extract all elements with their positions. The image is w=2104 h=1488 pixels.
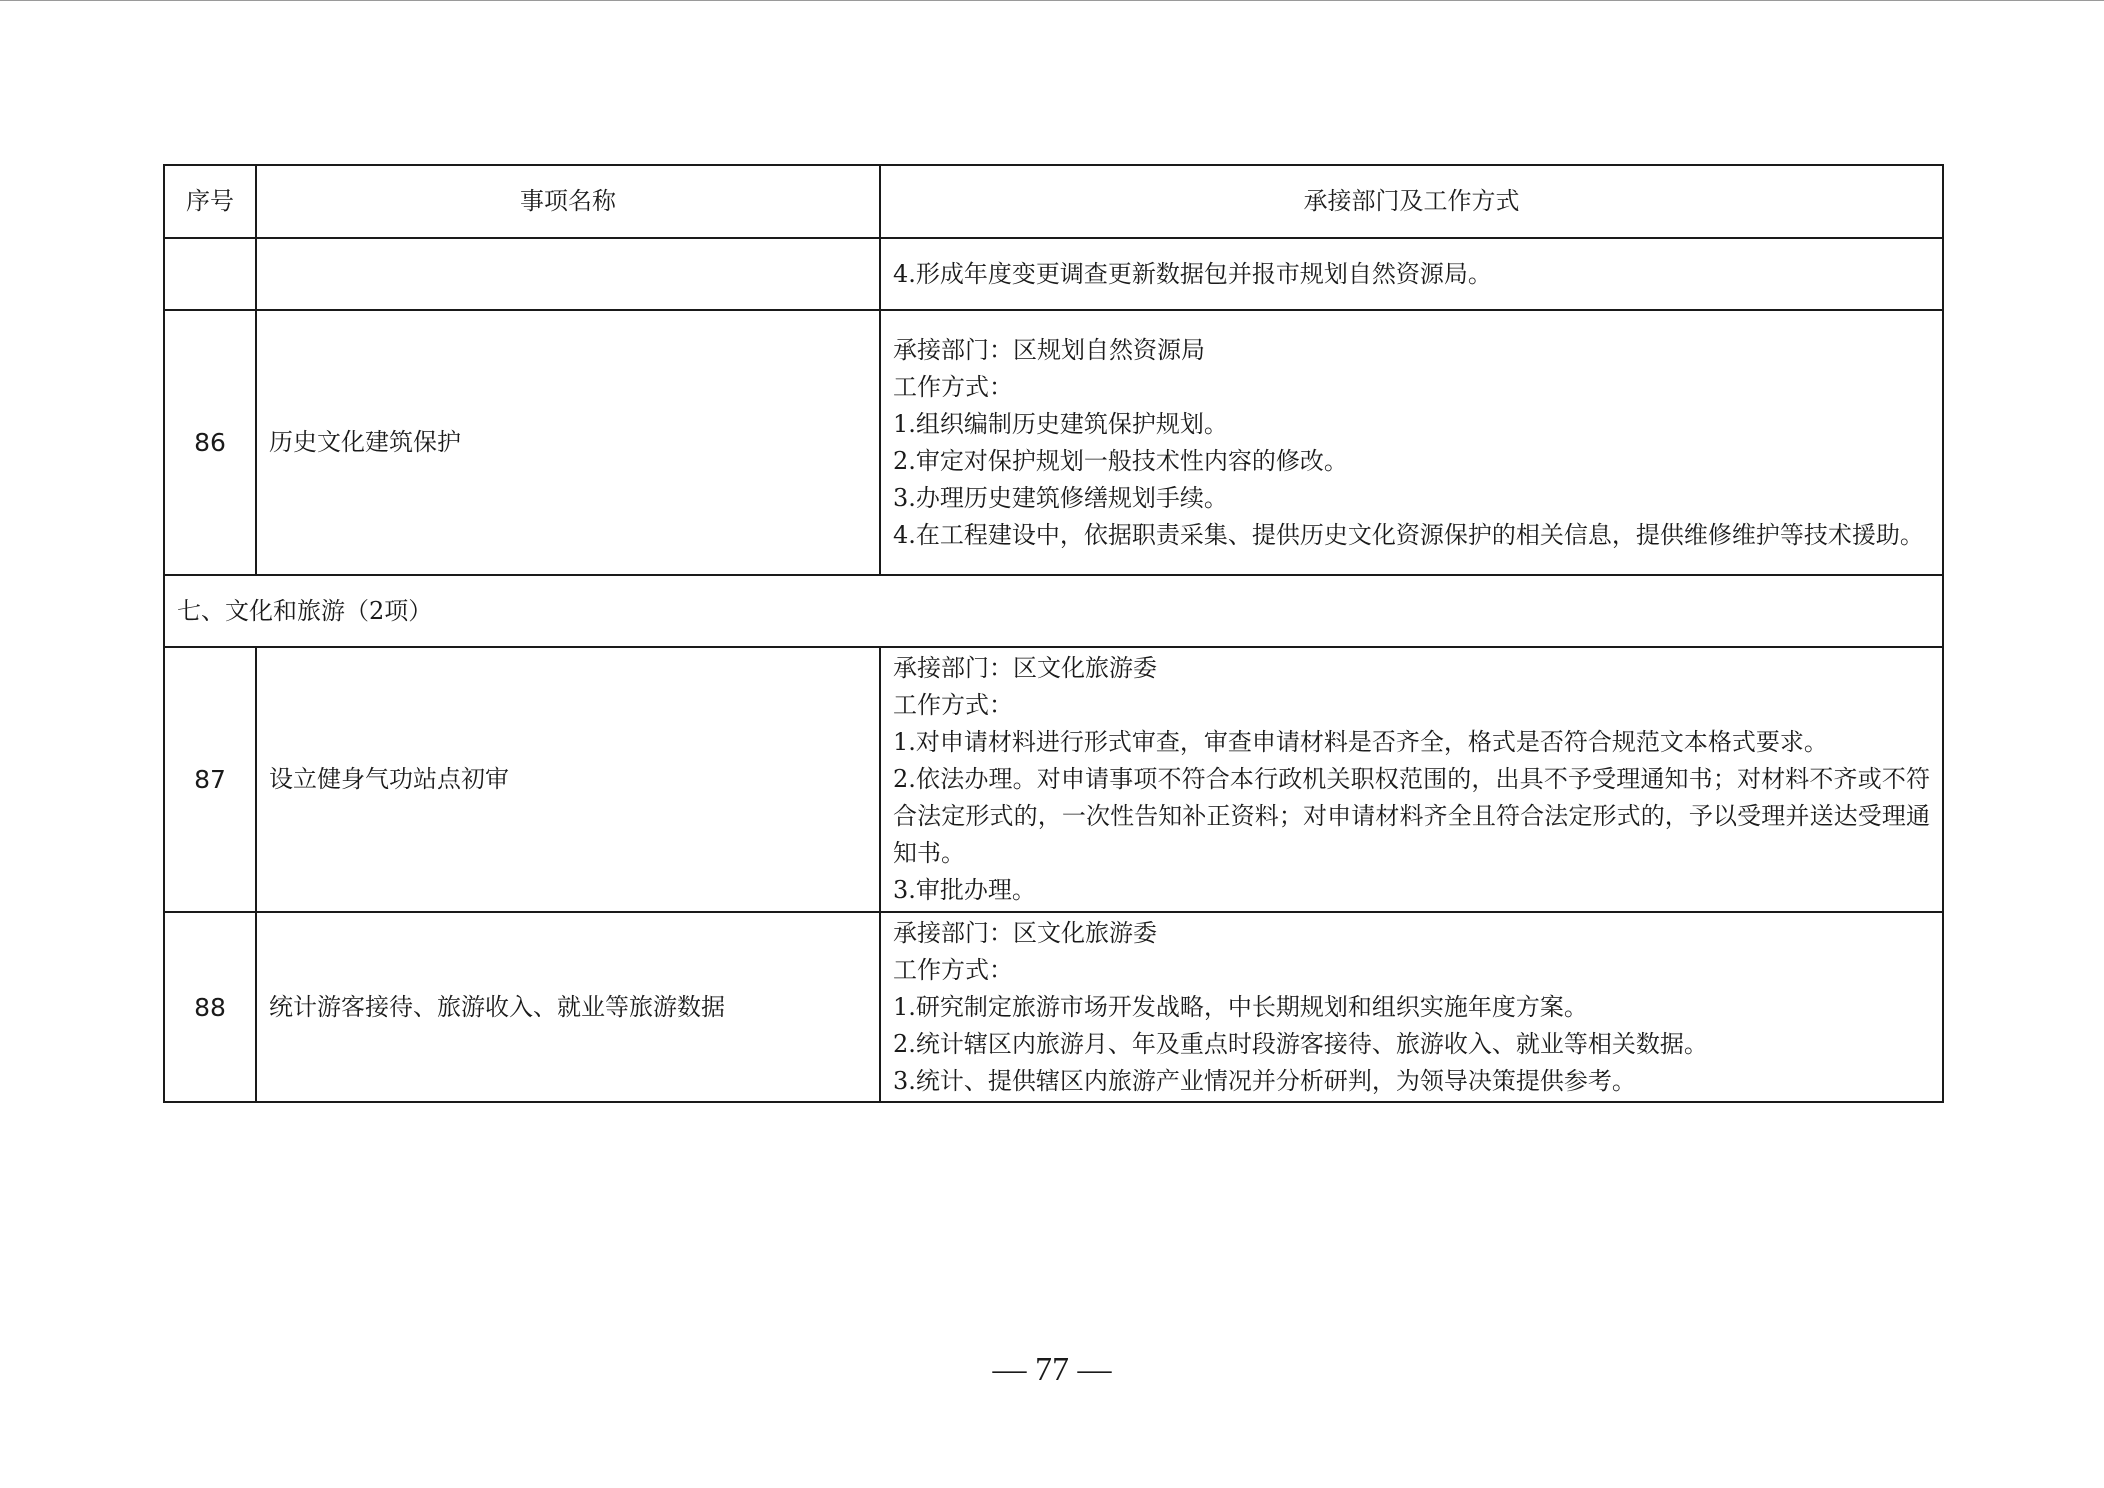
table-header-row xyxy=(164,165,1943,238)
cell-no: 87 xyxy=(164,647,256,912)
table-row-87 xyxy=(164,647,1943,912)
cell-item-name xyxy=(256,238,880,310)
dept-line: 1.组织编制历史建筑保护规划。 xyxy=(893,409,1228,438)
dept-line: 工作方式： xyxy=(893,691,1013,719)
dept-line: 3.审批办理。 xyxy=(893,876,1036,904)
dept-line: 2.统计辖区内旅游月、年及重点时段游客接待、旅游收入、就业等相关数据。 xyxy=(893,1029,1708,1058)
table-row-continuation xyxy=(164,238,1943,310)
dept-line: 3.办理历史建筑修缮规划手续。 xyxy=(893,483,1228,512)
header-item-name: 事项名称 xyxy=(256,165,880,238)
header-no: 序号 xyxy=(164,165,256,238)
section-row-culture-tourism xyxy=(164,575,1943,647)
cell-no: 86 xyxy=(164,310,256,575)
table-row-88 xyxy=(164,912,1943,1102)
header-dept-method: 承接部门及工作方式 xyxy=(880,165,1943,238)
cell-no xyxy=(164,238,256,310)
dept-line: 1.对申请材料进行形式审查，审查申请材料是否齐全，格式是否符合规范文本格式要求。 xyxy=(893,728,1828,756)
dept-line: 3.统计、提供辖区内旅游产业情况并分析研判，为领导决策提供参考。 xyxy=(893,1066,1636,1095)
cell-dept-method xyxy=(880,912,1943,1102)
dept-line: 2.审定对保护规划一般技术性内容的修改。 xyxy=(893,446,1348,475)
cell-no: 88 xyxy=(164,912,256,1102)
cell-item-name: 历史文化建筑保护 xyxy=(256,310,880,575)
dept-line: 工作方式： xyxy=(893,955,1013,984)
cell-dept-method xyxy=(880,238,1943,310)
dept-line: 工作方式： xyxy=(893,372,1013,401)
dept-line: 1.研究制定旅游市场开发战略，中长期规划和组织实施年度方案。 xyxy=(893,992,1588,1021)
section-heading: 七、文化和旅游（2项） xyxy=(164,575,1943,647)
dept-line: 4.形成年度变更调查更新数据包并报市规划自然资源局。 xyxy=(893,259,1492,288)
dept-line: 承接部门：区文化旅游委 xyxy=(893,918,1157,947)
table-row-86 xyxy=(164,310,1943,575)
items-table xyxy=(163,164,1944,1103)
cell-dept-method xyxy=(880,647,1943,912)
cell-item-name: 设立健身气功站点初审 xyxy=(256,647,880,912)
page-top-rule xyxy=(0,0,2104,1)
cell-item-name: 统计游客接待、旅游收入、就业等旅游数据 xyxy=(256,912,880,1102)
cell-dept-method xyxy=(880,310,1943,575)
dept-line: 4.在工程建设中，依据职责采集、提供历史文化资源保护的相关信息，提供维修维护等技术援助。 xyxy=(893,520,1924,549)
dept-line: 承接部门：区规划自然资源局 xyxy=(893,335,1205,364)
dept-line: 2.依法办理。对申请事项不符合本行政机关职权范围的，出具不予受理通知书；对材料不齐或不符合法定形式的，一次性告知补正资料；对申请材料齐全且符合法定形式的，予以受理并送达受理通知书。 xyxy=(893,765,1930,867)
page-number: — 77 — xyxy=(992,1351,1112,1388)
dept-line: 承接部门：区文化旅游委 xyxy=(893,654,1157,682)
